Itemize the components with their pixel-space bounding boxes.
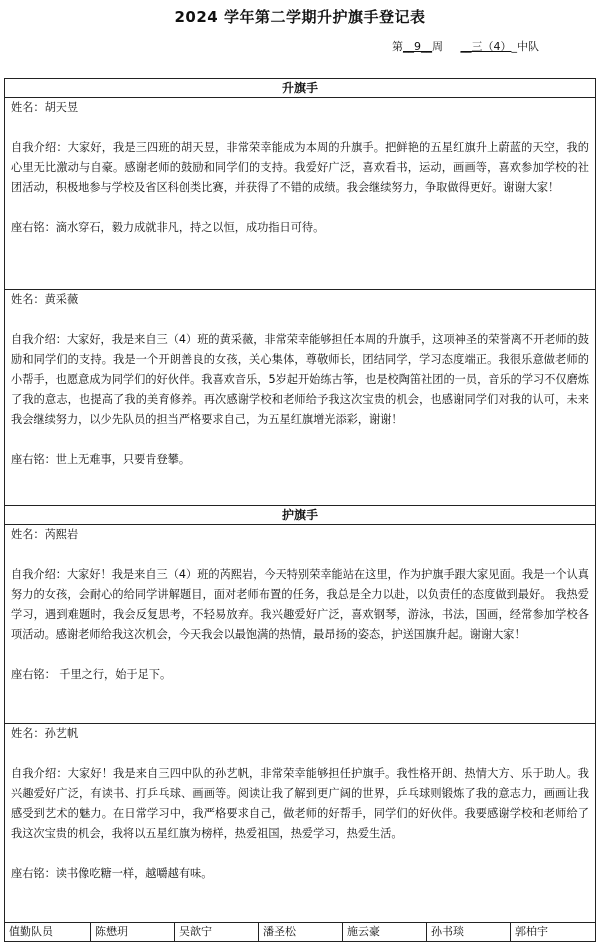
person-motto: 座右铭：世上无难事，只要肯登攀。	[11, 453, 191, 466]
section-header-flag-raiser: 升旗手	[5, 79, 595, 98]
registration-table	[4, 78, 596, 942]
duty-members-row	[5, 923, 595, 941]
duty-label: 值勤队员	[5, 923, 91, 941]
duty-member: 陈懋玥	[91, 923, 175, 941]
person-intro: 自我介绍：大家好！我是来自三四中队的孙艺帆，非常荣幸能够担任护旗手。我性格开朗、热情大方、乐于助人。我兴趣爱好广泛，有读书、打乒乓球、画画等。阅读让我了解到更广阔的世界，乒乓球则锻炼了我的意志力，画画让我感受到艺术的魅力。在日常学习中，我严格要求自己，做老师的好帮手，同学们的好伙伴。我要感谢学校和老师给了我这次宝贵的机会，我将以五星红旗为榜样，热爱祖国，热爱学习，热爱生活。	[11, 767, 589, 840]
person-motto: 座右铭：读书像吃糖一样，越嚼越有味。	[11, 867, 213, 880]
duty-member: 施云豪	[343, 923, 427, 941]
person-intro: 自我介绍：大家好，我是三四班的胡天昱，非常荣幸能成为本周的升旗手。把鲜艳的五星红旗升上蔚蓝的天空，我的心里无比激动与自豪。感谢老师的鼓励和同学们的支持。我爱好广泛，喜欢看书，运动，画画等，喜欢参加学校的社团活动，积极地参与学校及省区科创类比赛，并获得了不错的成绩。我会继续努力，争取做得更好。谢谢大家！	[11, 141, 589, 194]
class-name: __三（4）	[460, 40, 512, 53]
week-prefix: 第	[392, 40, 403, 53]
person-block	[5, 290, 595, 506]
person-block	[5, 98, 595, 290]
person-name: 姓名：芮熙岩	[11, 528, 79, 541]
person-motto: 座右铭：滴水穿石，毅力成就非凡，持之以恒，成功指日可待。	[11, 221, 325, 234]
person-name: 姓名：孙艺帆	[11, 727, 79, 740]
duty-member: 郭柏宇	[515, 925, 548, 938]
week-class-line	[392, 38, 539, 54]
week-number: __9__	[403, 40, 432, 53]
person-intro: 自我介绍：大家好，我是来自三（4）班的黄采薇，非常荣幸能够担任本周的升旗手，这项神圣的荣誉离不开老师的鼓励和同学们的支持。我是一个开朗善良的女孩，关心集体，尊敬师长，团结同学，学习态度端正。我很乐意做老师的小帮手，也愿意成为同学们的好伙伴。我喜欢音乐，5岁起开始练古筝，也是校陶笛社团的一员，音乐的学习不仅磨炼了我的意志，也提高了我的美育修养。再次感谢学校和老师给予我这次宝贵的机会，也感谢同学们对我的认可，未来我会继续努力，以少先队员的担当严格要求自己，为五星红旗增光添彩，谢谢！	[11, 333, 589, 426]
week-suffix: 周	[432, 40, 443, 53]
duty-member: 吴歆宁	[175, 923, 259, 941]
person-name: 姓名：黄采薇	[11, 293, 79, 306]
section-header-flag-guard: 护旗手	[5, 506, 595, 525]
form-title: 2024 学年第二学期升护旗手登记表	[174, 8, 426, 26]
person-block	[5, 525, 595, 724]
person-intro: 自我介绍：大家好！我是来自三（4）班的芮熙岩，今天特别荣幸能站在这里，作为护旗手跟大家见面。我是一个认真努力的女孩，会耐心的给同学讲解题目，面对老师布置的任务，我总是全力以赴，以负责任的态度做到最好。 我热爱学习，遇到难题时，我会反复思考，不轻易放弃。我兴趣爱好广泛，喜欢钢琴，游泳，书法，国画，经常参加学校各项活动。感谢老师给我这次机会，今天我会以最饱满的热情，最昂扬的姿态，护送国旗升起。谢谢大家！	[11, 568, 589, 641]
duty-member: 潘圣松	[259, 923, 343, 941]
squad-suffix: _中队	[511, 40, 539, 53]
duty-member: 孙书琰	[427, 923, 511, 941]
person-name: 姓名：胡天昱	[11, 101, 79, 114]
person-block	[5, 724, 595, 923]
person-motto: 座右铭： 千里之行，始于足下。	[11, 668, 172, 681]
